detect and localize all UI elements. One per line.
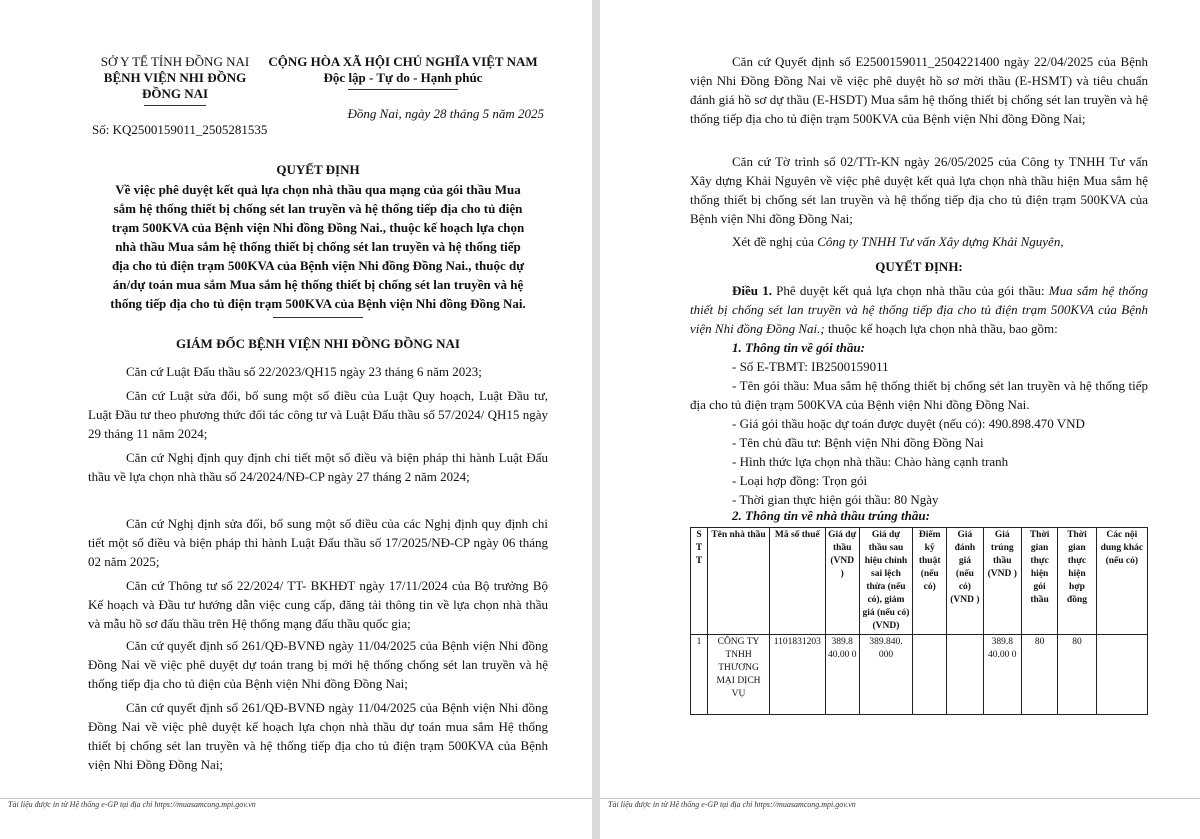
package-info-item: - Tên chủ đầu tư: Bệnh viện Nhi đồng Đồng Nai bbox=[732, 435, 984, 450]
table-cell: 80 bbox=[1021, 635, 1057, 715]
document-page-left bbox=[0, 0, 592, 839]
column-header: Giá trúng thầu (VND ) bbox=[983, 528, 1021, 635]
basis-paragraph: Căn cứ Tờ trình số 02/TTr-KN ngày 26/05/2025 của Công ty TNHH Tư vấn Xây dựng Khải Nguyên về việc phê duyệt kết quả lựa chọn nhà thầu hiện Mua sắm hệ thống thiết bị chống sét lan truyền và hệ thống tiếp địa cho tủ điện trạm 500KVA của Bệnh viện Nhi đồng Đồng Nai; bbox=[690, 154, 1148, 226]
subject-rule bbox=[273, 317, 363, 318]
package-info-list bbox=[690, 357, 1148, 509]
column-header: Giá đánh giá (nếu có) (VND ) bbox=[947, 528, 983, 635]
subject-line: trạm 500KVA của Bệnh viện Nhi đồng Đồng Nai., thuộc kế hoạch lựa chọn bbox=[111, 220, 525, 235]
table-cell: 80 bbox=[1058, 635, 1096, 715]
column-header: Thời gian thực hiện hợp đồng bbox=[1058, 528, 1096, 635]
basis-paragraph: Căn cứ Nghị định sửa đổi, bổ sung một số điều của các Nghị định quy định chi tiết một số điều và biện pháp thi hành Luật Đấu thầu số 17/2025/NĐ-CP ngày 06 tháng 02 năm 2025; bbox=[88, 516, 548, 569]
column-header: Điểm kỹ thuật (nếu có) bbox=[913, 528, 947, 635]
table-header-row bbox=[691, 528, 1148, 635]
decision-heading: QUYẾT ĐỊNH: bbox=[875, 259, 963, 274]
column-header: Giá dự thầu sau hiệu chỉnh sai lệch thừa (nếu có), giảm giá (nếu có) (VND) bbox=[859, 528, 912, 635]
column-header: Các nội dung khác (nếu có) bbox=[1096, 528, 1147, 635]
document-page-right bbox=[600, 0, 1200, 839]
column-header: S T T bbox=[691, 528, 708, 635]
column-header: Mã số thuế bbox=[769, 528, 825, 635]
subject-line: thống tiếp địa cho tủ điện trạm 500KVA của Bệnh viện Nhi đồng Đồng Nai. bbox=[110, 296, 526, 311]
motto-rule bbox=[348, 89, 458, 90]
document-number: Số: KQ2500159011_2505281535 bbox=[92, 122, 268, 137]
article-1-text-end: thuộc kế hoạch lựa chọn nhà thầu, bao gồm: bbox=[824, 321, 1058, 336]
ministry-name: SỞ Y TẾ TỈNH ĐỒNG NAI bbox=[100, 54, 250, 69]
proposal-prefix: Xét đề nghị của bbox=[732, 234, 818, 249]
national-motto: Độc lập - Tự do - Hạnh phúc bbox=[323, 70, 483, 85]
subject-line: án/dự toán mua sắm Mua sắm hệ thống thiết bị chống sét lan truyền và hệ bbox=[112, 277, 524, 292]
package-info-item: - Hình thức lựa chọn nhà thầu: Chào hàng cạnh tranh bbox=[732, 454, 1009, 469]
page-footer: Tài liệu được in từ Hệ thống e-GP tại địa chỉ https://muasamcong.mpi.gov.vn bbox=[608, 800, 856, 809]
hospital-name-line1: BỆNH VIỆN NHI ĐỒNG bbox=[103, 70, 247, 85]
hospital-name-line2: ĐỒNG NAI bbox=[141, 86, 209, 101]
column-header: Tên nhà thầu bbox=[708, 528, 770, 635]
table-cell: 1101831203 bbox=[769, 635, 825, 715]
decision-title: QUYẾT ĐỊNH bbox=[276, 162, 360, 177]
article-1 bbox=[690, 281, 1148, 338]
place-date: Đồng Nai, ngày 28 tháng 5 năm 2025 bbox=[347, 106, 544, 121]
package-info-item: - Số E-TBMT: IB2500159011 bbox=[732, 359, 889, 374]
column-header: Thời gian thực hiện gói thầu bbox=[1021, 528, 1057, 635]
basis-paragraph: Căn cứ Luật sửa đổi, bổ sung một số điều của Luật Quy hoạch, Luật Đầu tư, Luật Đầu tư theo phương thức đối tác công tư và Luật Đấu thầu số 57/2024/ QH15 ngày 29 tháng 11 năm 2024; bbox=[88, 388, 548, 441]
section-2-title: 2. Thông tin về nhà thầu trúng thầu: bbox=[732, 508, 930, 523]
page-footer: Tài liệu được in từ Hệ thống e-GP tại địa chỉ https://muasamcong.mpi.gov.vn bbox=[8, 800, 256, 809]
decision-subject bbox=[80, 180, 556, 318]
footer-rule bbox=[600, 798, 1200, 799]
subject-line: địa cho tủ điện trạm 500KVA của Bệnh viện Nhi đồng Đồng Nai., thuộc dự bbox=[111, 258, 525, 273]
table-cell bbox=[947, 635, 983, 715]
subject-line: sắm hệ thống thiết bị chống sét lan truyền và hệ thống tiếp địa cho tủ điện bbox=[113, 201, 523, 216]
footer-rule bbox=[0, 798, 592, 799]
section-1-title: 1. Thông tin về gói thầu: bbox=[732, 340, 865, 355]
article-1-text: Phê duyệt kết quả lựa chọn nhà thầu của gói thầu: bbox=[771, 283, 1049, 298]
table-cell: 1 bbox=[691, 635, 708, 715]
proposal-company: Công ty TNHH Tư vấn Xây dựng Khải Nguyên, bbox=[817, 234, 1064, 249]
subject-line: Về việc phê duyệt kết quả lựa chọn nhà thầu qua mạng của gói thầu Mua bbox=[115, 182, 521, 197]
article-1-label: Điều 1. bbox=[732, 283, 772, 298]
table-cell: CÔNG TY TNHH THƯƠNG MẠI DỊCH VỤ bbox=[708, 635, 770, 715]
package-info-item: - Giá gói thầu hoặc dự toán được duyệt (nếu có): 490.898.470 VND bbox=[732, 416, 1085, 431]
director-title: GIÁM ĐỐC BỆNH VIỆN NHI ĐỒNG ĐỒNG NAI bbox=[176, 336, 460, 351]
basis-paragraph: Căn cứ quyết định số 261/QĐ-BVNĐ ngày 11/04/2025 của Bệnh viện Nhi đồng Đồng Nai về việc phê duyệt kế hoạch lựa chọn nhà thầu dự toán mua sắm Hệ thống thiết bị chống sét lan truyền và hệ thống tiếp địa cho tủ điện trạm 500KVA của Bệnh viện Nhi Đồng Đồng Nai; bbox=[88, 700, 548, 772]
table-cell bbox=[913, 635, 947, 715]
table-cell: 389.840. 000 bbox=[859, 635, 912, 715]
column-header: Giá dự thầu (VND ) bbox=[825, 528, 859, 635]
basis-paragraph: Căn cứ quyết định số 261/QĐ-BVNĐ ngày 11/04/2025 của Bệnh viện Nhi đồng Đồng Nai về việc phê duyệt dự toán trang bị mới hệ thống chống sét lan truyền và hệ thống tiếp địa cho tủ điện của Bệnh viện Nhi đồng Đồng Nai; bbox=[88, 638, 548, 691]
subject-line: nhà thầu Mua sắm hệ thống thiết bị chống sét lan truyền và hệ thống tiếp bbox=[115, 239, 521, 254]
table-cell bbox=[1096, 635, 1147, 715]
basis-paragraph: Căn cứ Thông tư số 22/2024/ TT- BKHĐT ngày 17/11/2024 của Bộ trưởng Bộ Kế hoạch và Đầu tư hướng dẫn việc cung cấp, đăng tải thông tin về lựa chọn nhà thầu và mẫu hồ sơ đấu thầu trên Hệ thống mạng đấu thầu quốc gia; bbox=[88, 578, 548, 631]
table-cell: 389.8 40.00 0 bbox=[983, 635, 1021, 715]
national-header bbox=[262, 54, 544, 90]
package-info-item: - Tên gói thầu: Mua sắm hệ thống thiết bị chống sét lan truyền và hệ thống tiếp địa cho tủ điện trạm 500KVA của Bệnh viện Nhi đồng Đồng Nai. bbox=[690, 378, 1148, 412]
basis-paragraph: Căn cứ Quyết định số E2500159011_2504221400 ngày 22/04/2025 của Bệnh viện Nhi Đồng Đồng Nai về việc phê duyệt hồ sơ mời thầu (E-HSMT) và tiêu chuẩn đánh giá hồ sơ dự thầu (E-HSDT) Mua sắm hệ thống thiết bị chống sét lan truyền và hệ thống tiếp địa cho tủ điện trạm 500KVA của Bệnh viện Nhi đồng Đồng Nai; bbox=[690, 54, 1148, 126]
proposal-paragraph bbox=[690, 232, 1148, 251]
issuer-header bbox=[92, 54, 258, 106]
winning-bidder-table bbox=[690, 527, 1148, 715]
header-rule bbox=[144, 105, 206, 106]
country-name: CỘNG HÒA XÃ HỘI CHỦ NGHĨA VIỆT NAM bbox=[268, 54, 538, 69]
table-cell: 389.8 40.00 0 bbox=[825, 635, 859, 715]
article-1-package-name: Mua sắm hệ thống thiết bị chống sét lan truyền và hệ thống tiếp địa cho tủ điện trạm 500KVA của Bệnh viện Nhi đồng Đồng Nai.; bbox=[690, 283, 1149, 336]
table-row bbox=[691, 635, 1148, 715]
package-info-item: - Loại hợp đồng: Trọn gói bbox=[732, 473, 868, 488]
basis-paragraph: Căn cứ Nghị định quy định chi tiết một số điều và biện pháp thi hành Luật Đấu thầu về lựa chọn nhà thầu số 24/2024/NĐ-CP ngày 27 tháng 2 năm 2024; bbox=[88, 450, 548, 484]
package-info-item: - Thời gian thực hiện gói thầu: 80 Ngày bbox=[732, 492, 939, 507]
basis-paragraph: Căn cứ Luật Đấu thầu số 22/2023/QH15 ngày 23 tháng 6 năm 2023; bbox=[126, 364, 482, 379]
